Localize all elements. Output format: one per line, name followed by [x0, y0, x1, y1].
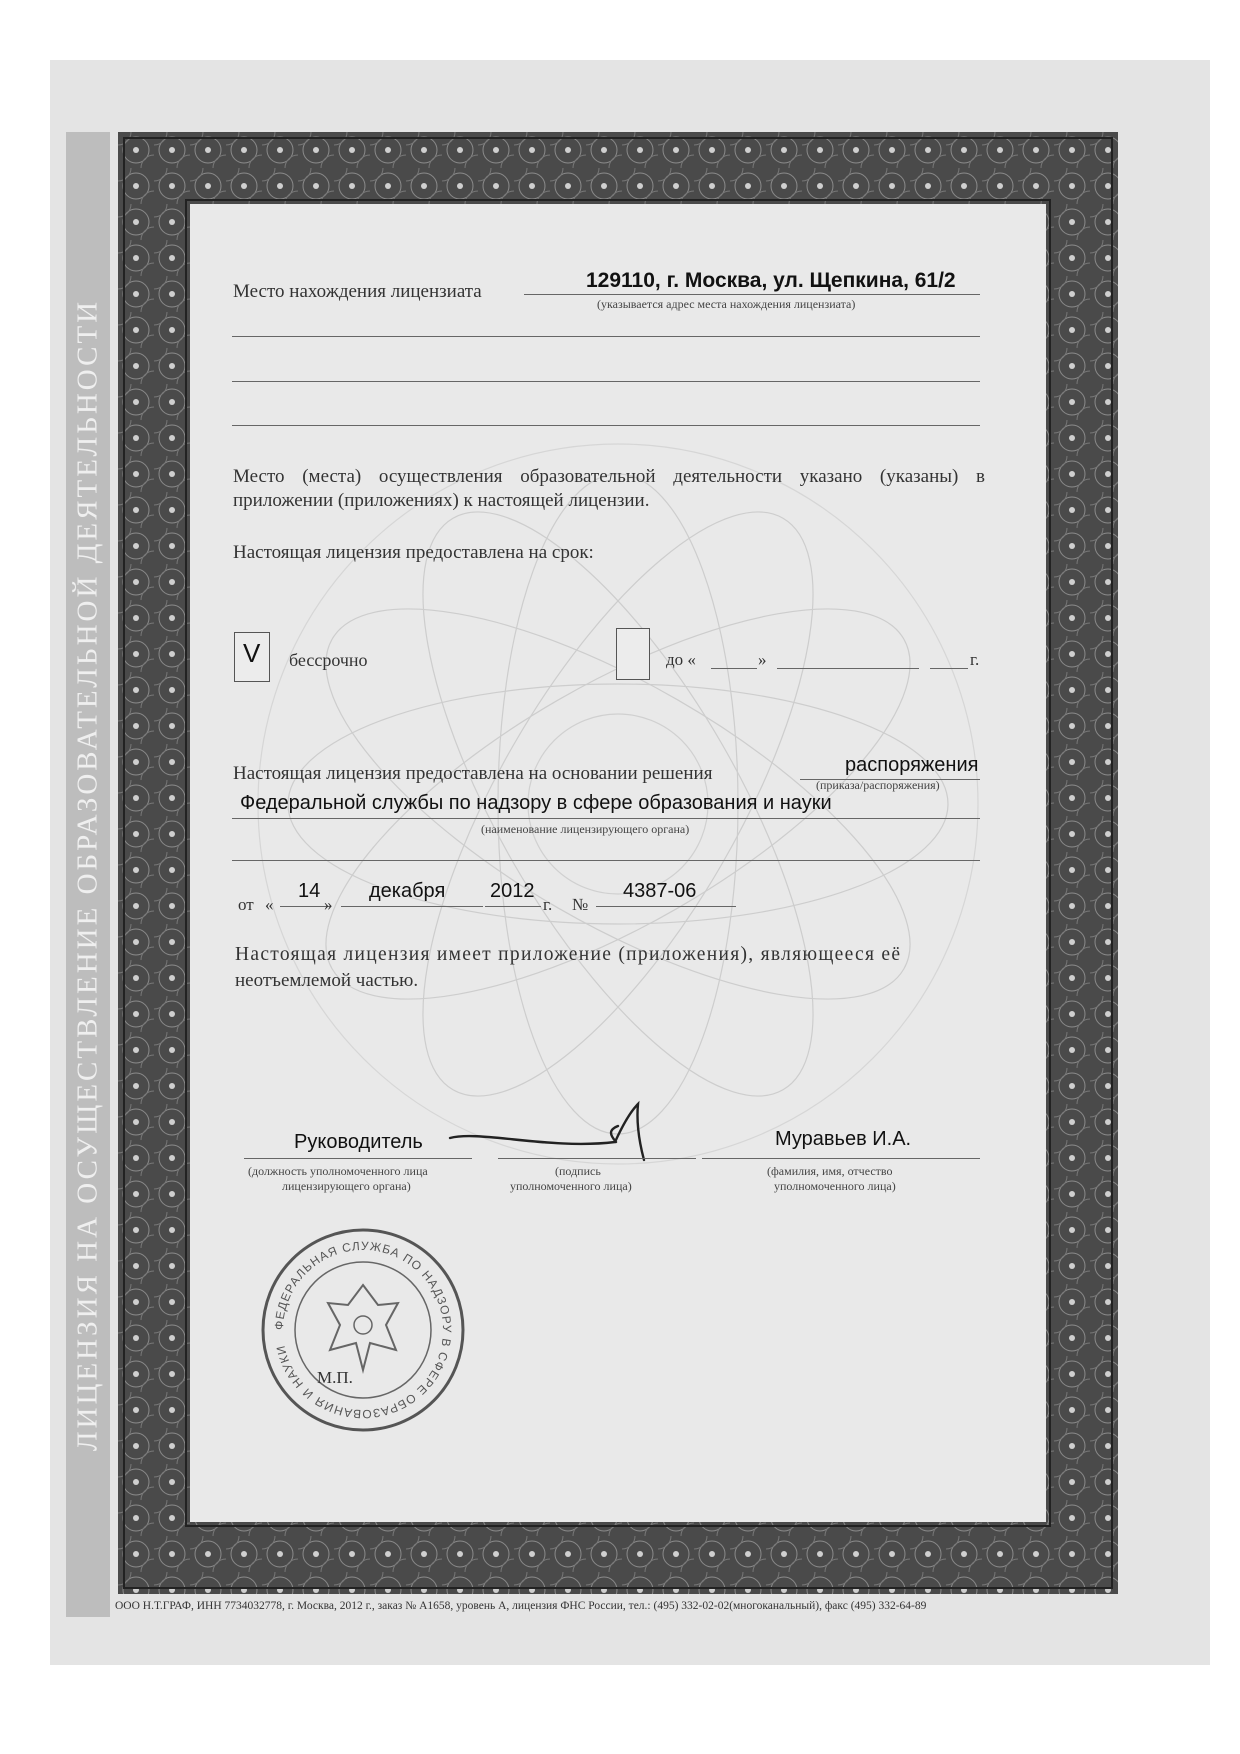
until-suffix: г. — [970, 650, 980, 669]
position-hint-1: (должность уполномоченного лица — [248, 1164, 428, 1178]
day-quote-close: » — [324, 895, 333, 914]
from-label: от — [238, 895, 254, 914]
places-text: Место (места) осуществления образовательной деятельности указано (указаны) в приложении (приложениях) к настоящей лицензии. — [233, 466, 985, 511]
side-title: ЛИЦЕНЗИЯ НА ОСУЩЕСТВЛЕНИЕ ОБРАЗОВАТЕЛЬНОЙ ДЕЯТЕЛЬНОСТИ — [71, 298, 104, 1452]
organ-line — [232, 818, 980, 819]
name-line — [702, 1158, 980, 1159]
basis-hint: (приказа/распоряжения) — [816, 778, 940, 792]
svg-text:ФЕДЕРАЛЬНАЯ СЛУЖБА ПО НАДЗОРУ — [272, 1239, 454, 1421]
position-hint-2: лицензирующего органа) — [282, 1179, 411, 1193]
day-line — [280, 906, 330, 907]
decision-year: 2012 — [490, 880, 535, 902]
address-label: Место нахождения лицензиата — [233, 281, 482, 302]
indefinite-mark: V — [243, 638, 261, 668]
year-suffix: г. — [543, 895, 553, 914]
until-month-line — [777, 668, 919, 669]
until-prefix: до « — [666, 650, 696, 669]
day-quote-open: « — [265, 895, 274, 914]
stamp-place-label: М.П. — [317, 1368, 353, 1387]
basis-label: Настоящая лицензия предоставлена на основании решения — [233, 763, 713, 784]
signer-name: Муравьев И.А. — [775, 1128, 912, 1150]
signature-hint-1: (подпись — [555, 1164, 601, 1178]
address-value: 129110, г. Москва, ул. Щепкина, 61/2 — [586, 269, 956, 292]
appendix-text-2: неотъемлемой частью. — [235, 970, 419, 991]
until-day-line — [711, 668, 757, 669]
year-line — [485, 906, 541, 907]
term-label: Настоящая лицензия предоставлена на срок: — [233, 542, 594, 563]
indefinite-label: бессрочно — [289, 650, 368, 670]
blank-line — [232, 425, 980, 426]
name-hint-1: (фамилия, имя, отчество — [767, 1164, 893, 1178]
decision-day: 14 — [298, 880, 321, 902]
decision-month: декабря — [369, 880, 446, 902]
blank-line — [232, 381, 980, 382]
until-year-line — [930, 668, 968, 669]
blank-line — [232, 336, 980, 337]
decision-number: 4387-06 — [623, 880, 697, 902]
signer-position: Руководитель — [294, 1131, 423, 1153]
name-hint-2: уполномоченного лица) — [774, 1179, 896, 1193]
printer-footer: ООО Н.Т.ГРАФ, ИНН 7734032778, г. Москва, 2012 г., заказ № А1658, уровень А, лицензия ФНС России, тел.: (495) 332-02-02(многоканальный), факс (495) 332-64-89 — [115, 1600, 927, 1612]
basis-value: распоряжения — [845, 754, 979, 776]
licensing-organ: Федеральной службы по надзору в сфере образования и науки — [240, 792, 832, 814]
signature-line — [498, 1158, 696, 1159]
position-line — [244, 1158, 472, 1159]
appendix-text-1: Настоящая лицензия имеет приложение (приложения), являющееся её — [235, 944, 902, 965]
number-sign: № — [572, 895, 589, 914]
blank-line — [232, 860, 980, 861]
signature-hint-2: уполномоченного лица) — [510, 1179, 632, 1193]
number-line — [596, 906, 736, 907]
organ-hint: (наименование лицензирующего органа) — [481, 822, 690, 836]
month-line — [341, 906, 483, 907]
until-mid: » — [758, 650, 767, 669]
address-line — [524, 294, 980, 295]
address-hint: (указывается адрес места нахождения лицензиата) — [597, 297, 856, 311]
stamp-text: ФЕДЕРАЛЬНАЯ СЛУЖБА ПО НАДЗОРУ В СФЕРЕ ОБРАЗОВАНИЯ И НАУКИ — [271, 1238, 455, 1422]
until-checkbox — [616, 628, 650, 680]
official-stamp — [258, 1225, 468, 1435]
